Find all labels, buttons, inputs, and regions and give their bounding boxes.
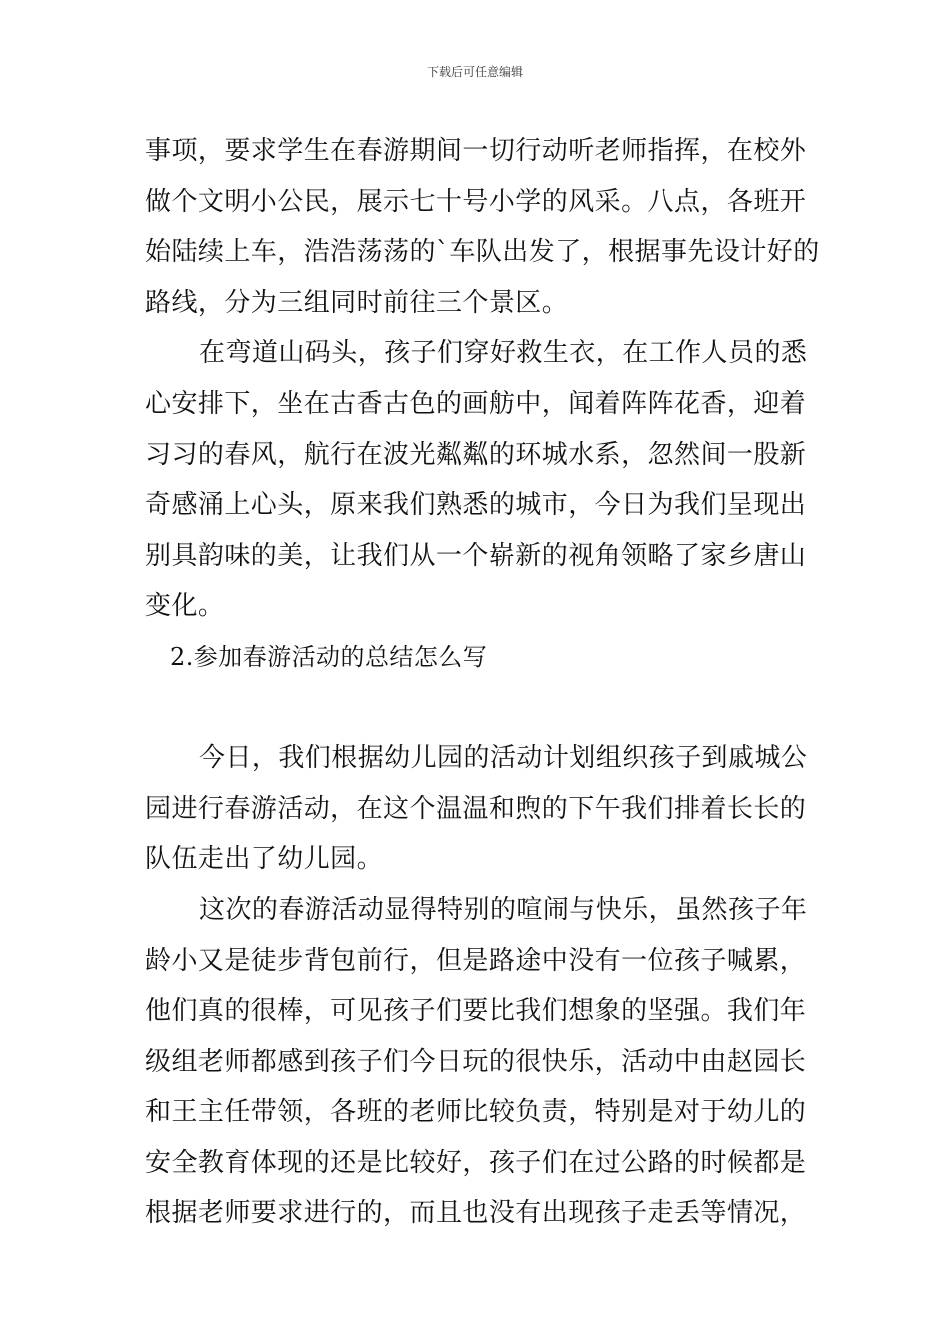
page-header-note: 下载后可任意编辑 [426, 65, 523, 79]
paragraph-first-line: 今日，我们根据幼儿园的活动计划组织孩子到戚城公 [199, 743, 808, 774]
text-line: 做个文明小公民，展示七十号小学的风采。八点，各班开 [145, 186, 807, 217]
paragraph-first-line: 在弯道山码头，孩子们穿好救生衣，在工作人员的悉 [199, 338, 808, 369]
text-line: 变化。 [145, 591, 225, 622]
text-line: 级组老师都感到孩子们今日玩的很快乐，活动中由赵园长 [145, 1046, 807, 1077]
text-line: 事项，要求学生在春游期间一切行动听老师指挥，在校外 [145, 136, 807, 166]
text-line: 和王主任带领，各班的老师比较负责，特别是对于幼儿的 [145, 1097, 807, 1128]
text-line: 路线，分为三组同时前往三个景区。 [145, 287, 569, 318]
text-line: 队伍走出了幼儿园。 [145, 844, 384, 875]
text-line: 心安排下，坐在古香古色的画舫中，闻着阵阵花香，迎着 [145, 388, 807, 419]
section-heading: 2.参加春游活动的总结怎么写 [170, 642, 488, 671]
paragraph-first-line: 这次的春游活动显得特别的喧闹与快乐，虽然孩子年 [199, 894, 808, 925]
text-line: 奇感涌上心头，原来我们熟悉的城市，今日为我们呈现出 [145, 490, 807, 521]
text-line: 他们真的很棒，可见孩子们要比我们想象的坚强。我们年 [145, 996, 807, 1027]
text-line: 习习的春风，航行在波光粼粼的环城水系，忽然间一股新 [145, 439, 807, 470]
text-line: 安全教育体现的还是比较好，孩子们在过公路的时候都是 [145, 1147, 807, 1178]
text-line: 根据老师要求进行的，而且也没有出现孩子走丢等情况， [145, 1198, 807, 1229]
text-line: 园进行春游活动，在这个温温和煦的下午我们排着长长的 [145, 793, 807, 824]
blank-line [145, 683, 810, 734]
text-line: 别具韵味的美，让我们从一个崭新的视角领略了家乡唐山 [145, 540, 807, 571]
text-line: 始陆续上车，浩浩荡荡的`车队出发了，根据事先设计好的 [145, 237, 820, 268]
text-line: 龄小又是徒步背包前行，但是路途中没有一位孩子喊累， [145, 945, 807, 976]
document-body [145, 126, 820, 1239]
